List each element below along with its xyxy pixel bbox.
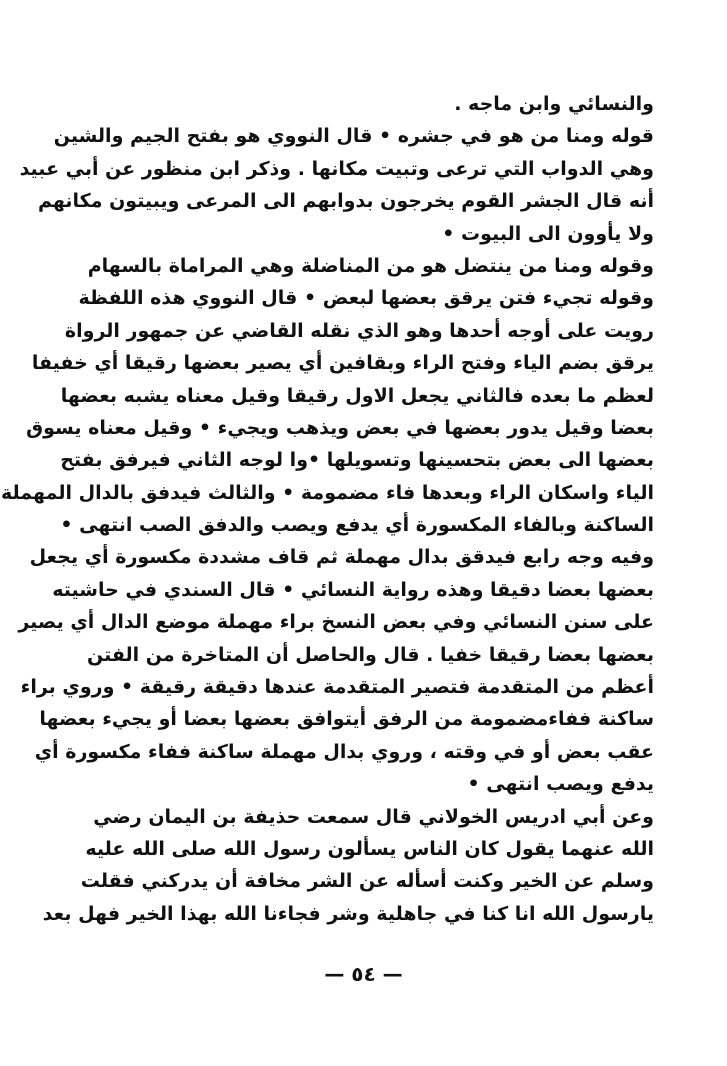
text-line: وعن أبي ادريس الخولاني قال سمعت حذيفة بن اليمان رضي bbox=[93, 805, 654, 828]
text-line: وقوله ومنا من ينتضل هو من المناضلة وهي المراماة بالسهام bbox=[87, 254, 654, 277]
text-line: الساكنة وبالفاء المكسورة أي يدفع ويصب والدفق الصب انتهى • bbox=[60, 514, 654, 537]
text-line: يدفع ويصب انتهى • bbox=[467, 773, 654, 796]
text-line: بعضا وقيل يدور بعضها في بعض ويذهب ويجيء • وقيل معناه يسوق bbox=[26, 416, 654, 439]
text-line: بعضها بعضا دقيقا وهذه رواية النسائي • قال السندي في حاشيته bbox=[52, 578, 654, 601]
text-line: وفيه وجه رابع فيدقق بدال مهملة ثم قاف مشددة مكسورة أي يجعل bbox=[29, 546, 654, 569]
text-line: وسلم عن الخير وكنت أسأله عن الشر مخافة أن يدركني فقلت bbox=[80, 870, 654, 893]
text-line: يارسول الله انا كنا في جاهلية وشر فجاءنا الله بهذا الخير فهل بعد bbox=[42, 902, 654, 925]
text-line: على سنن النسائي وفي بعض النسخ براء مهملة موضع الدال أي يصير bbox=[18, 611, 654, 634]
text-line: يرقق بضم الياء وفتح الراء وبقافين أي يصير بعضها رقيقا أي خفيفا bbox=[31, 352, 654, 375]
text-line: وقوله تجيء فتن يرقق بعضها لبعض • قال النووي هذه اللفظة bbox=[78, 287, 654, 310]
text-line: الياء واسكان الراء وبعدها فاء مضمومة • والثالث فيدفق بالدال المهملة bbox=[1, 481, 654, 504]
text-line: ولا يأوون الى البيوت • bbox=[442, 222, 654, 245]
text-line: رويت على أوجه أحدها وهو الذي نقله القاضي عن جمهور الرواة bbox=[64, 319, 654, 342]
page-number: — ٥٤ — bbox=[324, 962, 403, 986]
body-text bbox=[1, 88, 654, 930]
text-line: بعضها الى بعض بتحسينها وتسويلها •وا لوجه الثاني فيرفق بفتح bbox=[60, 449, 654, 472]
text-line: ساكنة ففاءمضمومة من الرفق أيتوافق بعضها بعضا أو يجيء بعضها bbox=[39, 708, 654, 731]
text-line: أنه قال الجشر القوم يخرجون بدوابهم الى المرعى ويبيتون مكانهم bbox=[37, 190, 654, 213]
text-line: وهي الدواب التي ترعى وتبيت مكانها . وذكر ابن منظور عن أبي عبيد bbox=[19, 157, 654, 180]
text-line: بعضها بعضا رقيقا خفيا . قال والحاصل أن المتاخرة من الفتن bbox=[87, 643, 654, 666]
text-line: والنسائي وابن ماجه . bbox=[454, 93, 654, 115]
text-line: عقب بعض أو في وقته ، وروي بدال مهملة ساكنة ففاء مكسورة أي bbox=[34, 740, 654, 763]
text-line: أعظم من المتقدمة فتصير المتقدمة عندها دقيقة رقيقة • وروي براء bbox=[20, 676, 654, 699]
text-line: لعظم ما بعده فالثاني يجعل الاول رقيقا وقيل معناه يشبه بعضها bbox=[60, 384, 654, 407]
text-line: قوله ومنا من هو في جشره • قال النووي هو بفتح الجيم والشين bbox=[53, 125, 654, 148]
text-line: الله عنهما يقول كان الناس يسألون رسول الله صلى الله عليه bbox=[85, 837, 654, 860]
